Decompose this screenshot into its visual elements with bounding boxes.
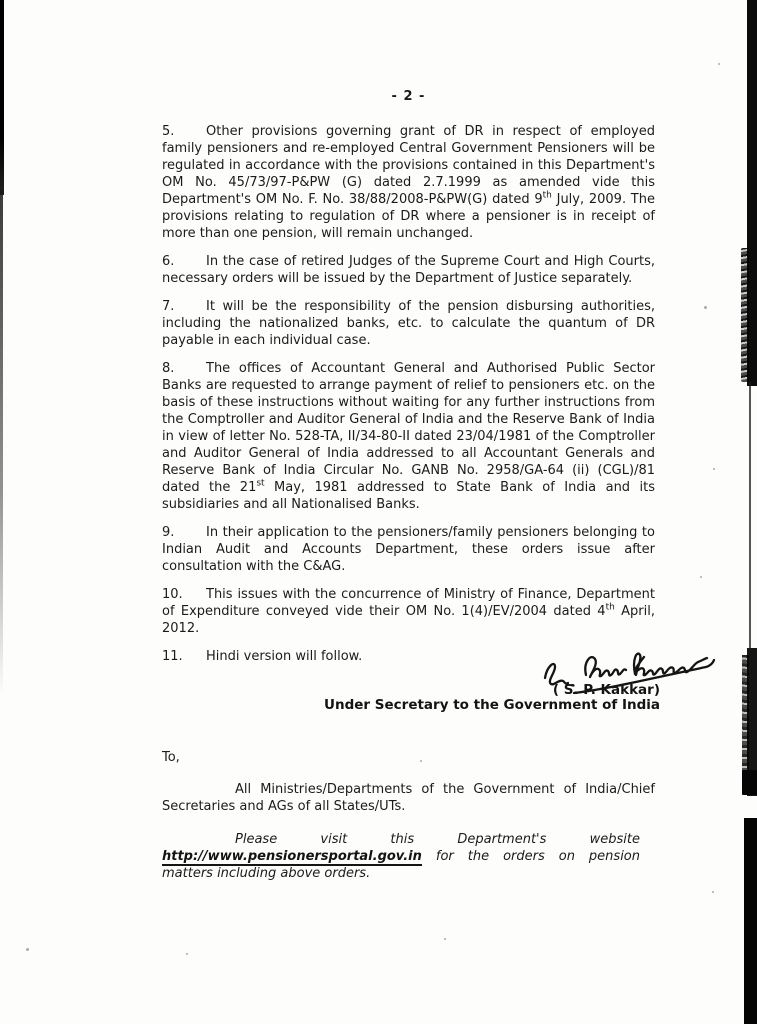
scan-edge-left-top	[0, 0, 4, 195]
superscript: st	[256, 478, 265, 489]
paragraph-number: 7.	[162, 299, 175, 314]
numbered-paragraph: 8. The offices of Accountant General and Authorised Public Sector Banks are requested to arrange payment of relief to pensioners etc. on the basis of these instructions without waiting for any further instructions from the Comptroller and Auditor General of India and the Reserve Bank of India in view of letter No. 528-TA, II/34-80-II dated 23/04/1981 of the Comptroller and Auditor General of India addressed to all Accountant Generals and Reserve Bank of India Circular No. GANB No. 2958/GA-64 (ii) (CGL)/81 dated the 21st May, 1981 addressed to State Bank of India and its subsidiaries and all Nationalised Banks.	[162, 361, 655, 512]
numbered-paragraph: 9. In their application to the pensioners/family pensioners belonging to Indian Audit and Accounts Department, these orders issue after consultation with the C&AG.	[162, 525, 655, 574]
numbered-paragraph: 5. Other provisions governing grant of DR in respect of employed family pensioners and re-employed Central Government Pensioners will be regulated in accordance with the provisions contained in this Department's OM No. 45/73/97-P&PW (G) dated 2.7.1999 as amended vide this Department's OM No. F. No. 38/88/2008-P&PW(G) dated 9th July, 2009. The provisions relating to regulation of DR where a pensioner is in receipt of more than one pension, will remain unchanged.	[162, 124, 655, 241]
paragraph-number: 6.	[162, 254, 175, 269]
website-note	[162, 831, 640, 882]
paragraph-number: 9.	[162, 525, 175, 540]
superscript: th	[542, 190, 552, 201]
scan-speck	[186, 953, 188, 955]
pensioners-portal-url: http://www.pensionersportal.gov.in	[162, 849, 422, 864]
superscript: th	[605, 602, 615, 613]
signature-scribble	[538, 644, 720, 700]
website-note-prefix: Please visit this Department's website	[235, 832, 640, 847]
numbered-paragraph: 6. In the case of retired Judges of the Supreme Court and High Courts, necessary orders will be issued by the Department of Justice separately.	[162, 254, 655, 286]
scan-speck	[712, 891, 714, 893]
scan-edge-right-upper-texture	[741, 248, 749, 382]
scan-edge-right-line	[749, 382, 751, 650]
document-content	[162, 0, 660, 882]
paragraph-list	[162, 123, 655, 665]
paragraph-number: 10.	[162, 587, 183, 602]
scan-edge-right-bottom	[744, 818, 757, 1024]
scan-speck	[700, 576, 702, 578]
numbered-paragraph: 11. Hindi version will follow.	[162, 649, 363, 664]
salutation: To,	[162, 750, 180, 765]
scan-speck	[713, 468, 715, 470]
scan-speck	[718, 63, 720, 65]
website-note-suffix: for the orders on pension matters including above orders.	[162, 849, 640, 881]
numbered-paragraph: 10. This issues with the concurrence of Ministry of Finance, Department of Expenditure conveyed vide their OM No. 1(4)/EV/2004 dated 4th April, 2012.	[162, 587, 655, 636]
signatory-name: ( S. P. Kakkar)	[552, 682, 660, 698]
scan-edge-left-lower	[0, 190, 3, 695]
signatory-title: Under Secretary to the Government of India	[324, 697, 660, 713]
page-number: - 2 -	[391, 89, 426, 104]
paragraph-number: 5.	[162, 124, 175, 139]
recipient-paragraph: All Ministries/Departments of the Government of India/Chief Secretaries and AGs of all States/UTs.	[162, 782, 655, 814]
scan-speck	[26, 948, 29, 951]
scan-speck	[444, 938, 446, 940]
paragraph-number: 8.	[162, 361, 175, 376]
scan-speck	[704, 306, 707, 309]
scan-edge-right-blob	[742, 770, 757, 795]
numbered-paragraph: 7. It will be the responsibility of the pension disbursing authorities, including the nationalized banks, etc. to calculate the quantum of DR payable in each individual case.	[162, 299, 655, 348]
paragraph-number: 11.	[162, 649, 183, 664]
